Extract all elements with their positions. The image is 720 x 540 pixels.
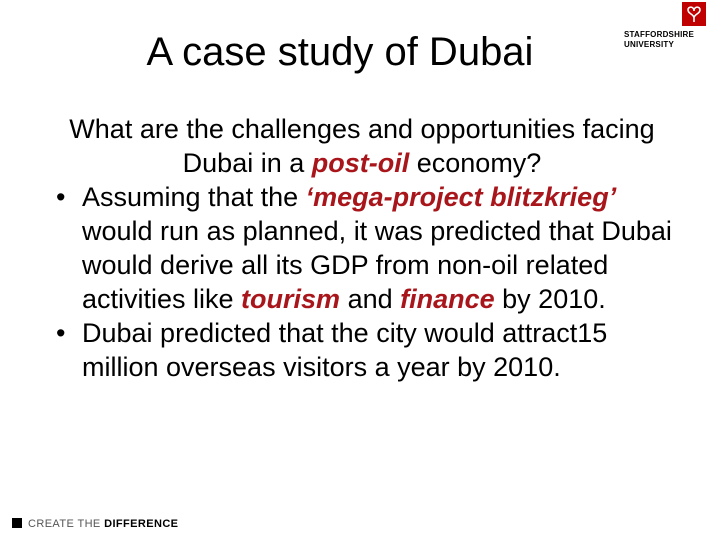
university-name-line2: UNIVERSITY: [624, 40, 675, 49]
bullet-text: would run as planned, it was predicted that Dubai would derive all its GDP from non-oil related activities like: [82, 216, 672, 314]
bullet-dot: •: [56, 182, 66, 212]
footer-tagline-lead: CREATE THE: [28, 518, 105, 530]
intro-emphasis: post-oil: [311, 148, 410, 178]
university-name: [624, 30, 716, 50]
intro-question: [52, 112, 672, 180]
bullet-text: Dubai predicted that the city would attract15 million overseas visitors a year by 2010.: [82, 318, 608, 382]
slide-title: A case study of Dubai: [146, 30, 534, 74]
bullet-emphasis: ‘mega-project blitzkrieg’: [305, 182, 617, 212]
slide-body: [52, 112, 672, 384]
staffordshire-knot-crest-icon: [682, 2, 706, 26]
bullet-list: [52, 180, 672, 384]
university-name-line1: STAFFORDSHIRE: [624, 30, 695, 39]
footer-tagline-strong: DIFFERENCE: [104, 518, 179, 530]
bullet-dot: •: [56, 318, 66, 348]
intro-text-after: economy?: [409, 148, 542, 178]
bullet-emphasis: finance: [400, 284, 495, 314]
bullet-item: [52, 180, 672, 316]
bullet-text: by 2010.: [494, 284, 606, 314]
university-logo: [624, 2, 716, 54]
footer-tagline: [12, 517, 178, 531]
bullet-item: [52, 316, 672, 384]
square-icon: [12, 518, 22, 528]
intro-text-before: What are the challenges and opportunities facing Dubai in a: [69, 114, 655, 178]
bullet-text: and: [340, 284, 401, 314]
bullet-text: Assuming that the: [82, 182, 306, 212]
bullet-emphasis: tourism: [241, 284, 341, 314]
